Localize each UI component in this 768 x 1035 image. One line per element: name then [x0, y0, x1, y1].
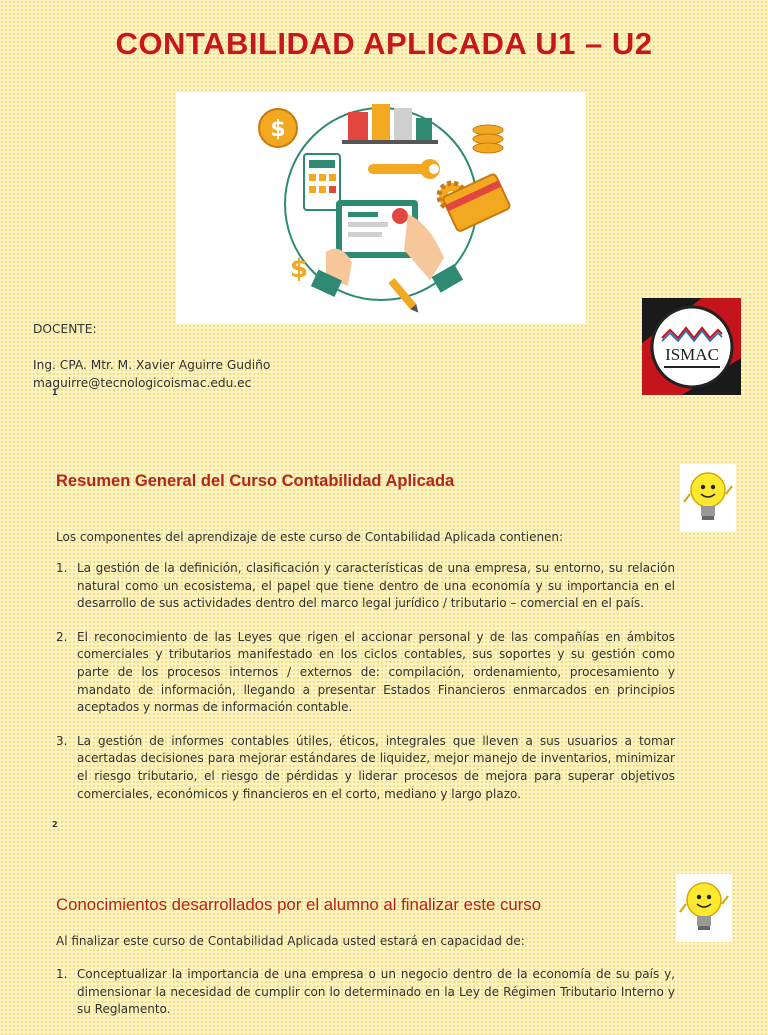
section-title-conocimientos: Conocimientos desarrollados por el alumno al finalizar este curso: [56, 895, 542, 914]
dollar-coin-icon: [259, 109, 297, 147]
docente-label: DOCENTE:: [33, 322, 97, 336]
conocimientos-intro: Al finalizar este curso de Contabilidad Aplicada usted estará en capacidad de:: [56, 934, 525, 948]
teacher-name: Ing. CPA. Mtr. M. Xavier Aguirre Gudiño: [33, 358, 271, 372]
ismac-logo: [642, 298, 741, 395]
lightbulb-icon: [680, 464, 736, 532]
list-item: 3. La gestión de informes contables útiles, éticos, integrales que lleven a sus usuarios a tomar acertadas decisiones para mejorar estándares de liquidez, mejor manejo de inventarios, minimizar el riesgo tributario, el riesgo de pérdidas y liderar procesos de mejora para superar objetivos comerciales, económicos y financieros en el corto, mediano y largo plazo.: [56, 733, 675, 801]
resumen-intro: Los componentes del aprendizaje de este curso de Contabilidad Aplicada contienen:: [56, 530, 564, 544]
svg-text:$: $: [270, 117, 286, 142]
slide-3: [0, 862, 768, 1024]
list-item: 1. Conceptualizar la importancia de una empresa o un negocio dentro de la economía de su país y, dimensionar la necesidad de cumplir con lo determinado en la Ley de Régimen Tributario Interno y su Reglamento.: [56, 967, 675, 1017]
accounting-illustration-svg: [176, 92, 586, 324]
section-title-resumen: Resumen General del Curso Contabilidad Aplicada: [56, 472, 455, 490]
page-title: CONTABILIDAD APLICADA U1 – U2: [115, 26, 653, 61]
coin-stack-icon: [473, 125, 503, 153]
pencil-icon: [388, 278, 421, 315]
bar-chart-icon: [342, 104, 438, 144]
resumen-list: [56, 560, 675, 819]
wrench-icon: [368, 159, 440, 179]
teacher-email[interactable]: maguirre@tecnologicoismac.edu.ec: [33, 376, 252, 390]
page-number: 1: [52, 388, 58, 397]
slide-2: [0, 448, 768, 838]
calculator-icon: [304, 154, 340, 210]
slide-1: [0, 0, 768, 408]
ismac-logo-svg: [642, 298, 741, 395]
list-item: 2. El reconocimiento de las Leyes que rigen el accionar personal y de las compañías en ámbitos comerciales y tributarios manifestado en los ciclos contables, sus soportes y su gestión como parte de los procesos internos / externos de: compilación, ordenamiento, procesamiento y mandato de información, llegando a presentar Estados Financieros enmarcados en principios aceptados y normas de información contable.: [56, 629, 675, 715]
list-item: 1. La gestión de la definición, clasificación y características de una empresa, su entorno, su relación natural como un ecosistema, el papel que tiene dentro de una economía y su importancia en el desarrollo de sus actividades dentro del marco legal jurídico / tributario – comercial en el país.: [56, 561, 675, 611]
page-number: 2: [52, 820, 58, 829]
lightbulb-icon: [676, 874, 732, 942]
conocimientos-list: [56, 966, 675, 1035]
logo-text: ISMAC: [665, 345, 719, 364]
dollar-sign-icon: $: [290, 254, 309, 284]
credit-card-icon: [442, 173, 511, 232]
teacher-info: [33, 320, 270, 392]
accounting-illustration: [176, 92, 586, 324]
